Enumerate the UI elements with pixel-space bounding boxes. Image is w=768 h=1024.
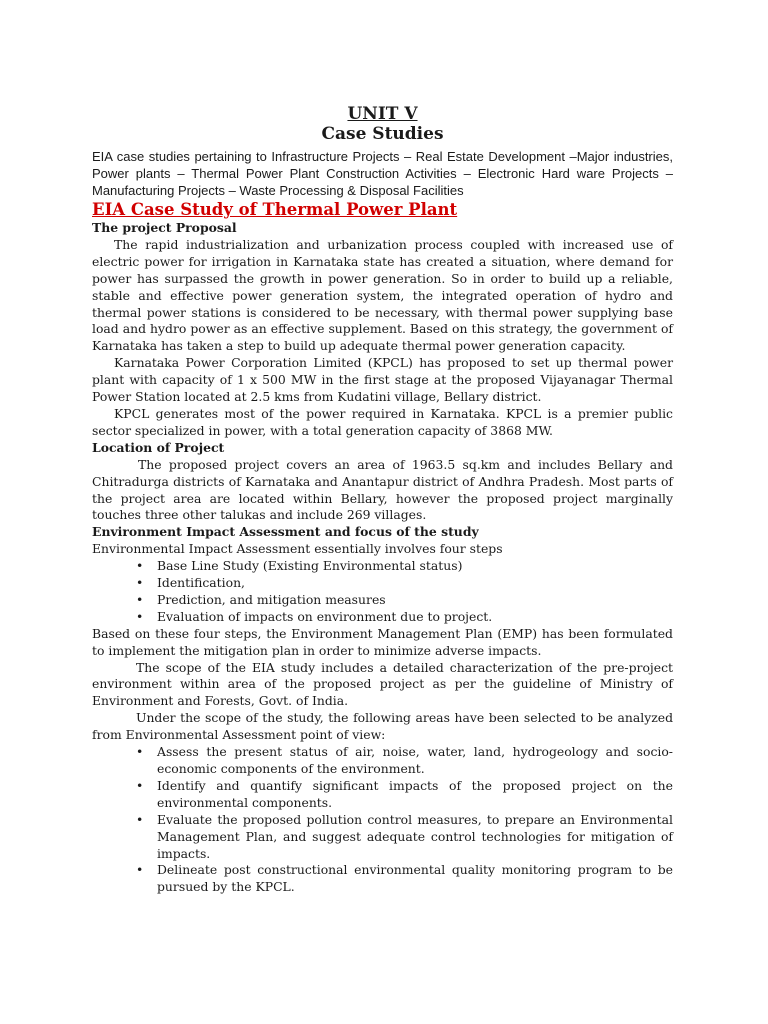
list-item: • Prediction, and mitigation measures <box>92 592 673 609</box>
section-heading: EIA Case Study of Thermal Power Plant <box>92 200 458 219</box>
areas-intro-paragraph: Under the scope of the study, the following areas have been selected to be analyzed from Environmental Assessment point of view: <box>92 710 673 743</box>
emp-paragraph: Based on these four steps, the Environment Management Plan (EMP) has been formulated to implement the mitigation plan in order to minimize adverse impacts. <box>92 625 673 658</box>
scope-paragraph: The scope of the EIA study includes a detailed characterization of the pre-project environment within area of the proposed project as per the guideline of Ministry of Environment and Forests, Govt. of India. <box>92 659 673 709</box>
eia-lead-text: Environmental Impact Assessment essentially involves four steps <box>92 541 503 557</box>
location-paragraph: The proposed project covers an area of 1963.5 sq.km and includes Bellary and Chitradurga districts of Karnataka and Anantapur district of Andhra Pradesh. Most parts of the project area are located within Bellary, however the proposed project marginally touches three other talukas and include 269 villages. <box>92 456 673 523</box>
intro-paragraph: EIA case studies pertaining to Infrastructure Projects – Real Estate Development –Major industries, Power plants – Thermal Power Plant Construction Activities – Electronic Hard ware Projects – Manufacturing Projects – Waste Processing & Disposal Facilities <box>92 149 673 198</box>
list-item: • Identification, <box>92 575 673 592</box>
list-item: • Evaluate the proposed pollution control measures, to prepare an Environmental Management Plan, and suggest adequate control technologies for mitigation of impacts. <box>92 812 673 863</box>
location-heading: Location of Project <box>92 439 225 455</box>
unit-title: UNIT V <box>347 104 418 124</box>
list-item: • Identify and quantify significant impacts of the proposed project on the environmental components. <box>92 778 673 812</box>
eia-steps-list <box>92 558 673 626</box>
proposal-paragraph-2: Karnataka Power Corporation Limited (KPCL) has proposed to set up thermal power plant with capacity of 1 x 500 MW in the first stage at the proposed Vijayanagar Thermal Power Station located at 2.5 kms from Kudatini village, Bellary district. <box>92 355 673 405</box>
case-studies-title: Case Studies <box>321 124 444 144</box>
proposal-paragraph-3: KPCL generates most of the power required in Karnataka. KPCL is a premier public sector specialized in power, with a total generation capacity of 3868 MW. <box>92 405 673 438</box>
list-item: • Base Line Study (Existing Environmental status) <box>92 558 673 575</box>
document-page <box>92 104 673 896</box>
proposal-paragraph-1: The rapid industrialization and urbanization process coupled with increased use of electric power for irrigation in Karnataka state has created a situation, where demand for power has surpassed the growth in power generation. So in order to build up a reliable, stable and effective power generation system, the integrated operation of hydro and thermal power stations is considered to be necessary, with thermal power supplying base load and hydro power as an effective supplement. Based on this strategy, the government of Karnataka has taken a step to build up adequate thermal power generation capacity. <box>92 236 673 354</box>
eia-heading: Environment Impact Assessment and focus of the study <box>92 524 479 540</box>
project-proposal-heading: The project Proposal <box>92 220 237 235</box>
list-item: • Assess the present status of air, noise, water, land, hydrogeology and socio-economic components of the environment. <box>92 744 673 778</box>
list-item: • Evaluation of impacts on environment due to project. <box>92 609 673 626</box>
study-areas-list <box>92 744 673 896</box>
list-item: • Delineate post constructional environmental quality monitoring program to be pursued by the KPCL. <box>92 862 673 896</box>
